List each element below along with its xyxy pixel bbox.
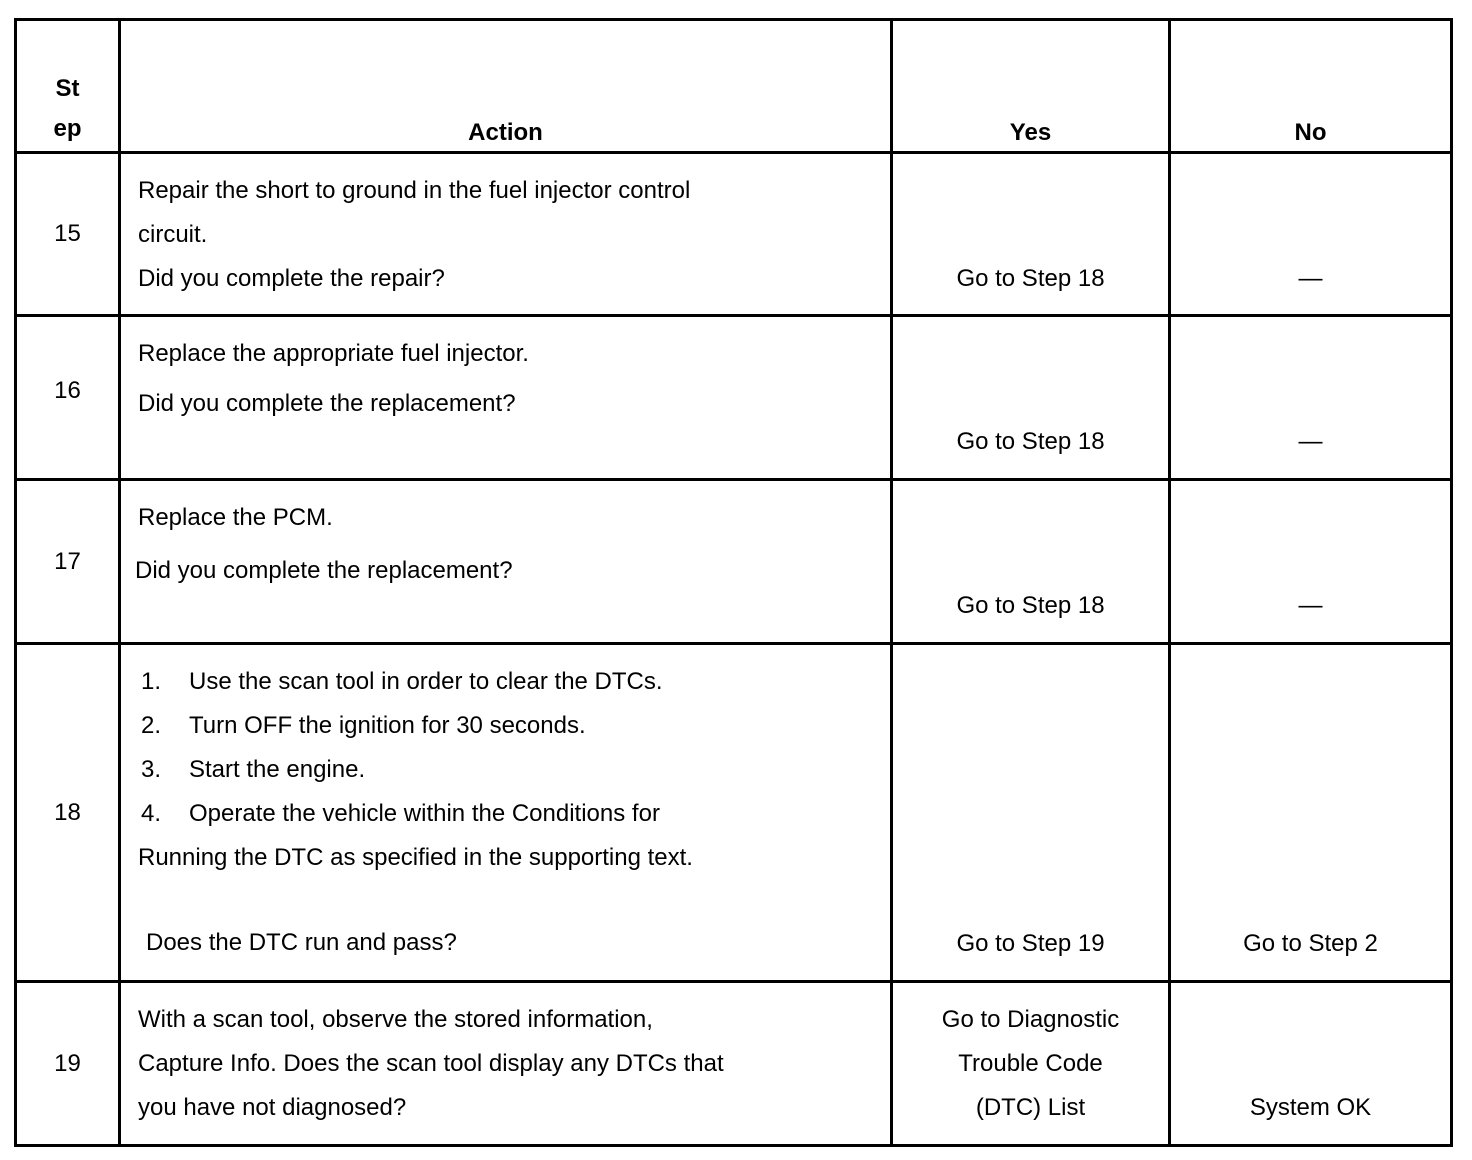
- action-line: Replace the appropriate fuel injector.: [138, 340, 529, 367]
- step-number: 16: [54, 377, 81, 404]
- action-line: Capture Info. Does the scan tool display any DTCs that: [138, 1050, 724, 1077]
- list-text: Operate the vehicle within the Conditions for: [189, 800, 660, 827]
- yes-link[interactable]: Go to Step 18: [956, 265, 1105, 292]
- no-cell: [1170, 644, 1452, 982]
- no-dash: —: [1298, 265, 1323, 292]
- yes-cell: [892, 316, 1170, 480]
- action-line: Did you complete the repair?: [138, 265, 445, 292]
- no-cell: [1170, 982, 1452, 1146]
- no-result: System OK: [1249, 1094, 1372, 1121]
- yes-cell: [892, 982, 1170, 1146]
- table-row: [16, 153, 1452, 316]
- list-number: 4.: [141, 800, 162, 827]
- yes-line: Go to Diagnostic: [941, 1006, 1120, 1033]
- action-cell: [120, 316, 892, 480]
- no-dash: —: [1298, 428, 1323, 455]
- action-line: Running the DTC as specified in the supporting text.: [138, 844, 693, 871]
- yes-link[interactable]: Go to Step 19: [956, 930, 1105, 957]
- list-text: Turn OFF the ignition for 30 seconds.: [189, 712, 586, 739]
- action-line: With a scan tool, observe the stored information,: [138, 1006, 653, 1033]
- step-number-cell: [16, 316, 120, 480]
- list-item: [121, 704, 890, 748]
- no-link[interactable]: Go to Step 2: [1243, 930, 1378, 957]
- no-cell: [1170, 480, 1452, 644]
- action-cell: [120, 982, 892, 1146]
- no-dash: —: [1298, 592, 1323, 619]
- yes-line: Trouble Code: [958, 1050, 1103, 1077]
- table-row: [16, 644, 1452, 982]
- list-number: 2.: [141, 712, 162, 739]
- step-number: 17: [16, 480, 120, 644]
- list-text: Use the scan tool in order to clear the DTCs.: [189, 668, 663, 695]
- table-row: [16, 480, 1452, 644]
- action-line: you have not diagnosed?: [138, 1094, 407, 1121]
- table-row: [16, 316, 1452, 480]
- list-text: Start the engine.: [189, 756, 366, 783]
- action-question: Does the DTC run and pass?: [146, 929, 457, 956]
- header-step: [16, 20, 120, 153]
- step-number: 15: [16, 153, 120, 316]
- list-number: 1.: [141, 668, 162, 695]
- header-row: [16, 20, 1452, 153]
- yes-link[interactable]: Go to Step 18: [956, 592, 1105, 619]
- no-cell: [1170, 153, 1452, 316]
- action-cell: [120, 644, 892, 982]
- yes-link[interactable]: Go to Step 18: [956, 428, 1105, 455]
- action-line: Replace the PCM.: [138, 504, 333, 531]
- step-number: 18: [16, 644, 120, 982]
- header-step-line-1: St: [55, 75, 80, 102]
- header-yes: Yes: [892, 20, 1170, 153]
- list-number: 3.: [141, 756, 162, 783]
- list-item: [121, 660, 890, 704]
- action-line: Did you complete the replacement?: [135, 557, 513, 584]
- list-item: [121, 748, 890, 792]
- yes-cell: [892, 480, 1170, 644]
- action-cell: [120, 153, 892, 316]
- yes-line: (DTC) List: [975, 1094, 1086, 1121]
- action-cell: [120, 480, 892, 644]
- header-action: Action: [120, 20, 892, 153]
- header-no: No: [1170, 20, 1452, 153]
- step-number: 19: [16, 982, 120, 1146]
- diagnostic-table: [14, 18, 1453, 1147]
- action-line: Repair the short to ground in the fuel injector control: [138, 177, 691, 204]
- header-step-line-2: ep: [53, 115, 82, 142]
- table-row: [16, 982, 1452, 1146]
- action-line: circuit.: [138, 221, 208, 248]
- action-line: Did you complete the replacement?: [138, 390, 516, 417]
- no-cell: [1170, 316, 1452, 480]
- yes-link[interactable]: [893, 998, 1168, 1130]
- list-item: [121, 792, 890, 836]
- yes-cell: [892, 644, 1170, 982]
- yes-cell: [892, 153, 1170, 316]
